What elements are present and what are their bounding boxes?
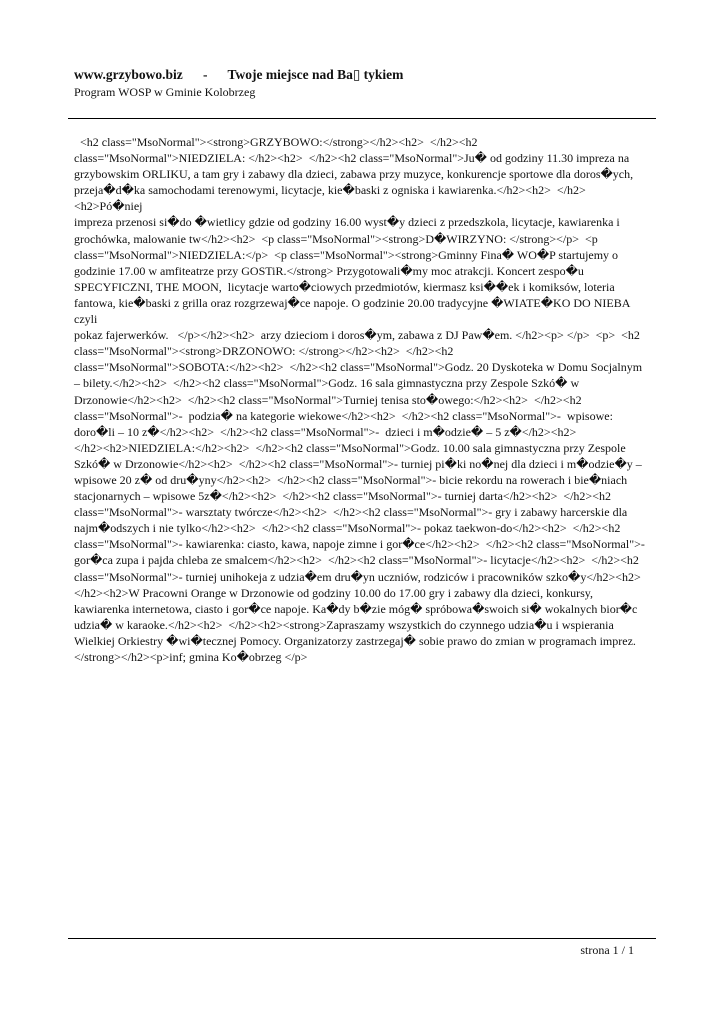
body-line: gor�ca zupa i pajda chleba ze smalcem</h2><h2> </h2><h2 class="MsoNormal">- licytacje</h2><h2> </h2><h2 [74,553,639,568]
body-line: </h2><h2>W Pracowni Orange w Drzonowie od godziny 10.00 do 17.00 gry i zabawy dla dzieci, konkursy, [74,585,593,600]
body-line: class="MsoNormal">NIEDZIELA: </h2><h2> </h2><h2 class="MsoNormal">Ju� od godziny 11.30 impreza na [74,151,630,166]
body-line: Szkó� w Drzonowie</h2><h2> </h2><h2 class="MsoNormal">- turniej pi�ki no�nej dla dzieci i m�odzie�y – [74,456,642,471]
document-body [74,134,654,665]
site-title-line [74,66,654,84]
body-line: najm�odszych i nie tylko</h2><h2> </h2><h2 class="MsoNormal">- pokaz taekwon-do</h2><h2> </h2><h2 [74,521,621,536]
body-line: godzinie 17.00 w amfiteatrze przy GOSTiR.</strong> Przygotowali�my moc atrakcji. Koncert zespo�u [74,263,584,278]
body-line: class="MsoNormal">- kawiarenka: ciasto, kawa, napoje zimne i gor�ce</h2><h2> </h2><h2 class="MsoNormal">- [74,537,645,552]
body-line: class="MsoNormal">SOBOTA:</h2><h2> </h2><h2 class="MsoNormal">Godz. 20 Dyskoteka w Domu Socjalnym [74,360,643,375]
title-separator: - [203,67,208,82]
body-line: fantowa, kie�baski z grilla oraz rozgrzewaj�ce napoje. O godzinie 20.00 tradycyjne �WIATE�KO DO NIEBA czyli [74,295,633,327]
body-line: class="MsoNormal">NIEDZIELA:</p> <p class="MsoNormal"><strong>Gminny Fina� WO�P startujemy o [74,247,619,262]
body-line: Wielkiej Orkiestry �wi�tecznej Pomocy. Organizatorzy zastrzegaj� sobie prawo do zmian w programach imprez. [74,633,636,648]
header-divider [68,118,656,119]
body-line: </strong></h2><p>inf; gmina Ko�obrzeg </p> [74,650,308,664]
body-line: class="MsoNormal">- podzia� na kategorie wiekowe</h2><h2> </h2><h2 class="MsoNormal">- wpisowe: [74,408,613,423]
body-line: udzia� w karaoke.</h2><h2> </h2><h2><strong>Zapraszamy wszystkich do czynnego udzia�u i wspierania [74,617,614,632]
body-line: SPECYFICZNI, THE MOON, licytacje warto�ciowych przedmiotów, kiermasz ksi��ek i komiksów, loteria [74,279,615,294]
body-line: wpisowe 20 z� od dru�yny</h2><h2> </h2><h2 class="MsoNormal">- bicie rekordu na rowerach i bie�niach [74,472,628,487]
body-line: grzybowskim ORLIKU, a tam gry i zabawy dla dzieci, zabawa przy muzyce, konkurencje sportowe dla doros�ych, [74,167,634,182]
body-line: przeja�d�ka samochodami terenowymi, licytacje, kie�baski z ogniska i kawiarenka.</h2><h2> </h2><h2>Pó�niej [74,183,586,214]
body-line: <h2 class="MsoNormal"><strong>GRZYBOWO:</strong></h2><h2> </h2><h2 [74,135,478,149]
document-header [74,66,654,100]
body-line: – bilety.</h2><h2> </h2><h2 class="MsoNormal">Godz. 16 sala gimnastyczna przy Zespole Szkó� w [74,376,580,391]
body-line: class="MsoNormal">- warsztaty twórcze</h2><h2> </h2><h2 class="MsoNormal">- gry i zabawy harcerskie dla [74,505,628,520]
body-line: stacjonarnych – wpisowe 5z�</h2><h2> </h2><h2 class="MsoNormal">- turniej darta</h2><h2> </h2><h2 [74,489,611,504]
body-line: </h2><h2>NIEDZIELA:</h2><h2> </h2><h2 class="MsoNormal">Godz. 10.00 sala gimnastyczna przy Zespole [74,440,626,455]
body-line: class="MsoNormal"><strong>DRZONOWO: </strong></h2><h2> </h2><h2 [74,344,454,359]
body-line: impreza przenosi si�do �wietlicy gdzie od godziny 16.00 wyst�y dzieci z przedszkola, licytacje, kawiarenka i [74,215,620,230]
footer-divider [68,938,656,939]
body-line: Drzonowie</h2><h2> </h2><h2 class="MsoNormal">Turniej tenisa sto�owego:</h2><h2> </h2><h2 [74,392,582,407]
page-number: strona 1 / 1 [580,943,634,957]
body-line: pokaz fajerwerków. </p></h2><h2> arzy dzieciom i doros�ym, zabawa z DJ Paw�em. </h2><p> </p> <p> <h2 [74,328,640,343]
body-line: kawiarenka internetowa, ciasto i gor�ce napoje. Ka�dy b�zie móg� spróbowa�swoich si� wokalnych bior�c [74,601,638,616]
site-tagline: Twoje miejsce nad Ba▯ tykiem [227,67,404,82]
site-url: www.grzybowo.biz [74,67,183,82]
body-line: grochówka, malowanie tw</h2><h2> <p class="MsoNormal"><strong>D�WIRZYNO: </strong></p> <p [74,231,598,246]
body-line: class="MsoNormal">- turniej unihokeja z udzia�em dru�yn uczniów, rodziców i pracowników szko�y</h2><h2> [74,569,641,584]
body-line: doro�li – 10 z�</h2><h2> </h2><h2 class="MsoNormal">- dzieci i m�odzie� – 5 z�</h2><h2> [74,424,577,439]
document-subtitle: Program WOSP w Gminie Kolobrzeg [74,85,256,99]
